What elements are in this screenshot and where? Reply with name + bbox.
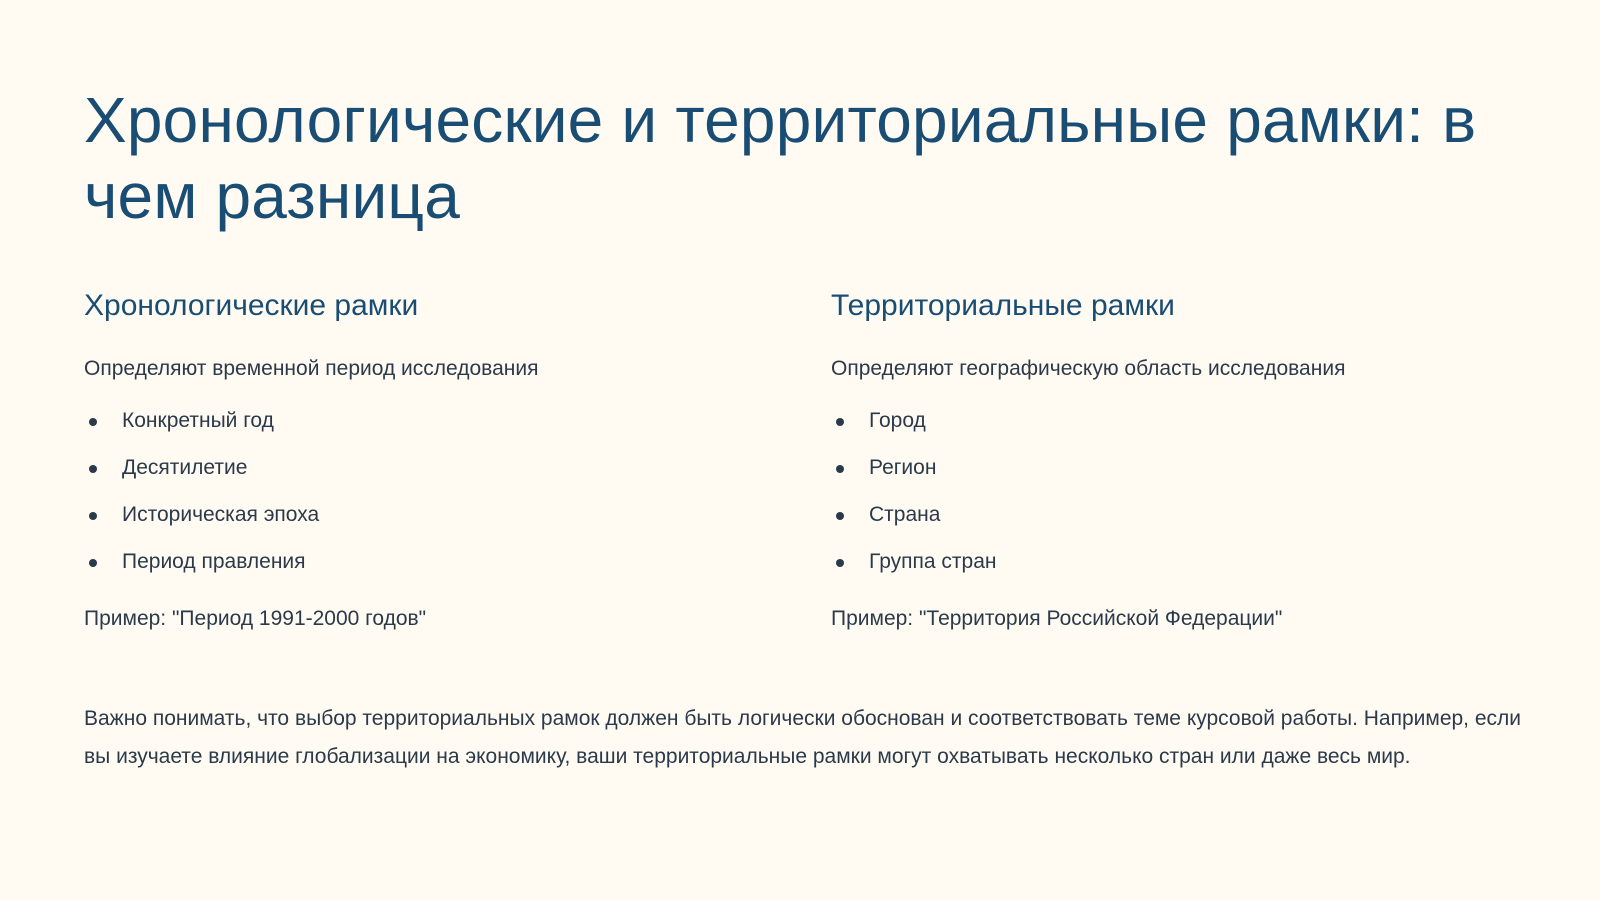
list-item xyxy=(84,455,831,502)
territorial-description: Определяют географическую область исследования xyxy=(831,357,1346,380)
territorial-example: Пример: "Территория Российской Федерации" xyxy=(831,607,1283,630)
chronological-description: Определяют временной период исследования xyxy=(84,357,539,380)
list-item xyxy=(831,502,1524,549)
list-item-label: Группа стран xyxy=(869,550,997,573)
list-item xyxy=(84,408,831,455)
chronological-example: Пример: "Период 1991-2000 годов" xyxy=(84,607,427,630)
chronological-column xyxy=(84,286,831,632)
comparison-columns xyxy=(84,286,1524,632)
chronological-list xyxy=(84,408,831,596)
slide-title: Хронологические и территориальные рамки: в чем разница xyxy=(84,84,1477,232)
bullet-icon xyxy=(836,512,844,520)
list-item-label: Десятилетие xyxy=(122,456,248,479)
bullet-icon xyxy=(89,418,97,426)
bullet-icon xyxy=(89,465,97,473)
bullet-icon xyxy=(836,465,844,473)
bullet-icon xyxy=(89,559,97,567)
list-item xyxy=(84,502,831,549)
list-item-label: Конкретный год xyxy=(122,409,274,432)
list-item-label: Страна xyxy=(869,503,941,526)
bullet-icon xyxy=(836,418,844,426)
territorial-heading: Территориальные рамки xyxy=(831,289,1175,322)
territorial-column xyxy=(831,286,1524,632)
list-item xyxy=(84,549,831,596)
list-item-label: Город xyxy=(869,409,926,432)
summary-note: Важно понимать, что выбор территориальных рамок должен быть логически обоснован и соответствовать теме курсовой работы. Например, если вы изучаете влияние глобализации на экономику, ваши территориальные рамки могут охватывать несколько стран или даже весь мир. xyxy=(84,707,1522,768)
list-item-label: Регион xyxy=(869,456,937,479)
chronological-heading: Хронологические рамки xyxy=(84,289,419,322)
list-item-label: Период правления xyxy=(122,550,306,573)
list-item-label: Историческая эпоха xyxy=(122,503,320,526)
bullet-icon xyxy=(836,559,844,567)
list-item xyxy=(831,408,1524,455)
territorial-list xyxy=(831,408,1524,596)
list-item xyxy=(831,455,1524,502)
list-item xyxy=(831,549,1524,596)
bullet-icon xyxy=(89,512,97,520)
